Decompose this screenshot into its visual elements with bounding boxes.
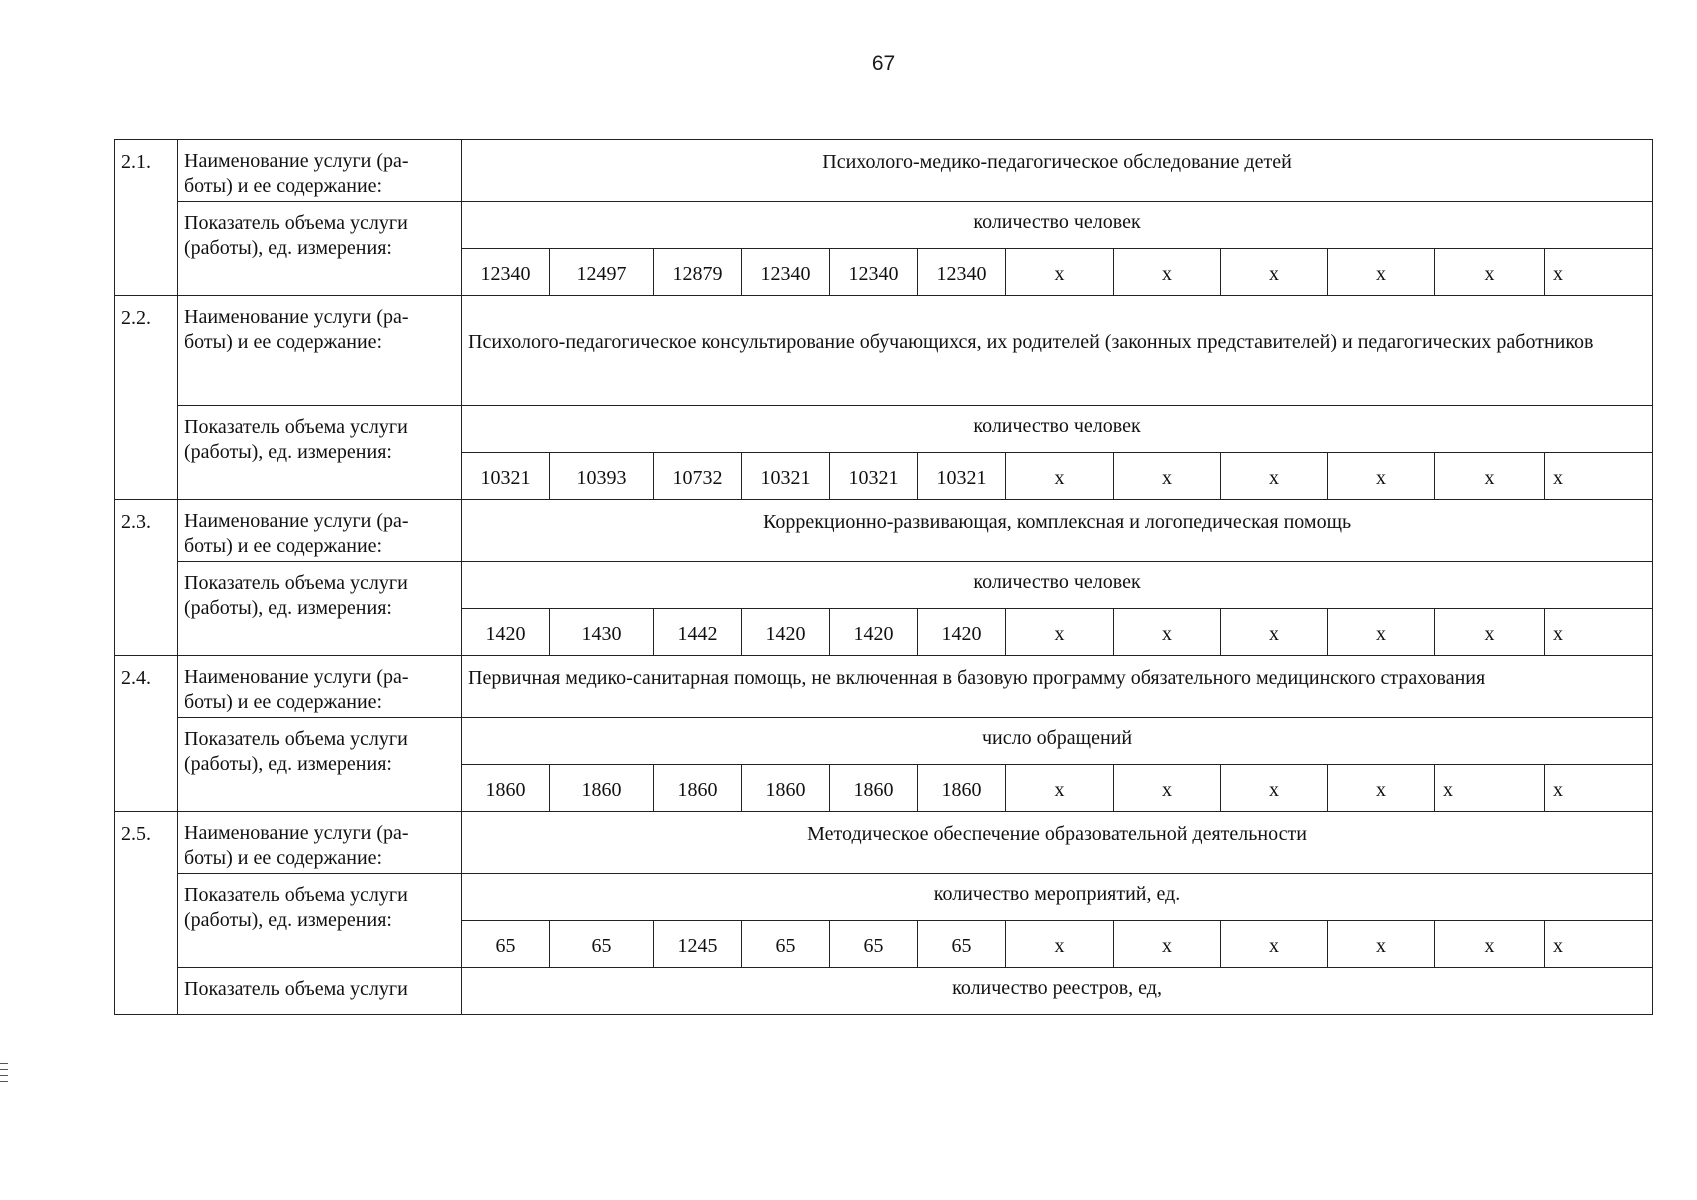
service-content-text: Психолого-педагогическое консультирование обучающихся, их родителей (законных представителей) и педагогических работников (468, 331, 1594, 353)
section-2-4-name-row (115, 656, 1653, 718)
value-cell: 65 (830, 921, 918, 968)
unit-of-measure: количество мероприятий, ед. (462, 874, 1653, 921)
margin-ticks (0, 1063, 8, 1087)
value-cell: 1430 (550, 609, 654, 656)
value-cell: 1860 (654, 765, 742, 812)
value-cell: x (1006, 453, 1114, 500)
value-cell: x (1006, 921, 1114, 968)
services-table (114, 139, 1653, 1015)
value-cell: x (1006, 765, 1114, 812)
service-name-label: Наименование услуги (ра-боты) и ее содержание: (178, 296, 462, 406)
value-cell: x (1435, 765, 1545, 812)
value-cell: 65 (918, 921, 1006, 968)
value-cell: x (1545, 453, 1653, 500)
value-cell: 10393 (550, 453, 654, 500)
value-cell: x (1435, 453, 1545, 500)
section-2-5-extra-unit-row (115, 968, 1653, 1015)
value-cell: x (1221, 453, 1328, 500)
value-cell: 1245 (654, 921, 742, 968)
section-number: 2.5. (115, 812, 178, 1015)
value-cell: x (1114, 921, 1221, 968)
page-number: 67 (871, 52, 896, 75)
service-name-label: Наименование услуги (ра-боты) и ее содержание: (178, 140, 462, 202)
section-2-3-name-row (115, 500, 1653, 562)
value-cell: 12879 (654, 249, 742, 296)
section-number: 2.4. (115, 656, 178, 812)
section-2-1-name-row (115, 140, 1653, 202)
value-cell: x (1545, 609, 1653, 656)
value-cell: x (1114, 453, 1221, 500)
value-cell: x (1328, 453, 1435, 500)
unit-of-measure: количество человек (462, 202, 1653, 249)
value-cell: x (1545, 765, 1653, 812)
value-cell: 1420 (918, 609, 1006, 656)
value-cell: 1860 (742, 765, 830, 812)
value-cell: x (1328, 249, 1435, 296)
volume-indicator-label: Показатель объема услуги (работы), ед. измерения: (178, 718, 462, 812)
value-cell: 10321 (830, 453, 918, 500)
section-number: 2.3. (115, 500, 178, 656)
value-cell: x (1114, 249, 1221, 296)
value-cell: x (1435, 249, 1545, 296)
value-cell: x (1545, 249, 1653, 296)
value-cell: 10732 (654, 453, 742, 500)
unit-of-measure: число обращений (462, 718, 1653, 765)
value-cell: x (1328, 609, 1435, 656)
service-content: Методическое обеспечение образовательной деятельности (462, 812, 1653, 874)
service-name-label: Наименование услуги (ра-боты) и ее содержание: (178, 656, 462, 718)
value-cell: 12340 (918, 249, 1006, 296)
volume-indicator-label: Показатель объема услуги (работы), ед. измерения: (178, 874, 462, 968)
value-cell: x (1114, 609, 1221, 656)
section-2-5-name-row (115, 812, 1653, 874)
value-cell: x (1328, 765, 1435, 812)
value-cell: x (1435, 921, 1545, 968)
unit-of-measure: количество человек (462, 562, 1653, 609)
value-cell: x (1006, 609, 1114, 656)
value-cell: 12340 (742, 249, 830, 296)
value-cell: 10321 (462, 453, 550, 500)
value-cell: 1420 (830, 609, 918, 656)
value-cell: 1860 (918, 765, 1006, 812)
value-cell: 65 (742, 921, 830, 968)
value-cell: x (1435, 609, 1545, 656)
unit-of-measure: количество реестров, ед, (462, 968, 1653, 1015)
value-cell: x (1328, 921, 1435, 968)
volume-indicator-label: Показатель объема услуги (работы), ед. измерения: (178, 202, 462, 296)
service-content: Первичная медико-санитарная помощь, не включенная в базовую программу обязательного медицинского страхования (462, 656, 1653, 718)
value-cell: x (1221, 609, 1328, 656)
volume-indicator-label: Показатель объема услуги (работы), ед. измерения: (178, 406, 462, 500)
volume-indicator-label: Показатель объема услуги (работы), ед. измерения: (178, 562, 462, 656)
value-cell: x (1114, 765, 1221, 812)
value-cell: 10321 (918, 453, 1006, 500)
service-content: Коррекционно-развивающая, комплексная и логопедическая помощь (462, 500, 1653, 562)
volume-indicator-label: Показатель объема услуги (178, 968, 462, 1015)
section-2-4-unit-row (115, 718, 1653, 765)
value-cell: 1860 (462, 765, 550, 812)
value-cell: 12340 (462, 249, 550, 296)
section-number: 2.1. (115, 140, 178, 296)
service-name-label: Наименование услуги (ра-боты) и ее содержание: (178, 812, 462, 874)
value-cell: 65 (550, 921, 654, 968)
value-cell: 1420 (462, 609, 550, 656)
value-cell: 1442 (654, 609, 742, 656)
value-cell: x (1221, 765, 1328, 812)
unit-of-measure: количество человек (462, 406, 1653, 453)
value-cell: 10321 (742, 453, 830, 500)
section-2-2-name-row (115, 296, 1653, 406)
value-cell: x (1006, 249, 1114, 296)
value-cell: 65 (462, 921, 550, 968)
value-cell: x (1221, 249, 1328, 296)
value-cell: 12340 (830, 249, 918, 296)
section-2-3-unit-row (115, 562, 1653, 609)
value-cell: 1860 (550, 765, 654, 812)
section-2-1-unit-row (115, 202, 1653, 249)
value-cell: 1420 (742, 609, 830, 656)
section-2-2-unit-row (115, 406, 1653, 453)
value-cell: x (1545, 921, 1653, 968)
value-cell: 1860 (830, 765, 918, 812)
section-2-5-unit-row (115, 874, 1653, 921)
service-name-label: Наименование услуги (ра-боты) и ее содержание: (178, 500, 462, 562)
service-content (462, 296, 1653, 406)
section-number: 2.2. (115, 296, 178, 500)
value-cell: x (1221, 921, 1328, 968)
value-cell: 12497 (550, 249, 654, 296)
service-content: Психолого-медико-педагогическое обследование детей (462, 140, 1653, 202)
